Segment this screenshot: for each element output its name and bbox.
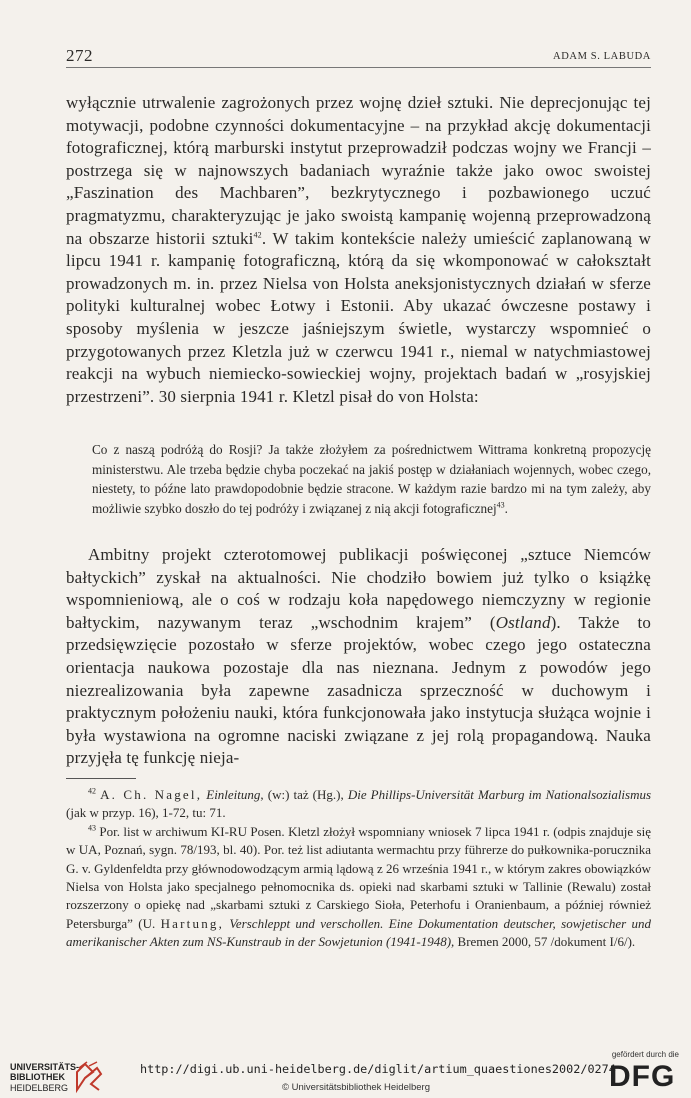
footnote-number: 43 xyxy=(88,823,96,833)
footnote-mid: , (w:) taż (Hg.), xyxy=(260,787,344,802)
paragraph-2-italic: Ostland xyxy=(495,612,551,632)
page-header xyxy=(66,46,651,68)
running-head: ADAM S. LABUDA xyxy=(553,51,651,62)
footnote-book-title: Die Phillips-Universität Marburg im Nationalsozialismus xyxy=(347,787,652,802)
dfg-logo[interactable] xyxy=(609,1050,679,1095)
footnote-43 xyxy=(66,823,651,952)
block-quote: Co z naszą podróżą do Rosji? Ja także złożyłem za pośrednictwem Wittrama konkretną propozycję ministerstwu. Ale trzeba będzie chyba poczekać na jakiś postęp w działaniach wojennych, wobec czego, niestety, to późne lato prawdopodobnie będzie stracone. W każdym razie bardzo mi na tym zależy, aby możliwie szybko doszło do tej podróży i związanej z nią akcji fotograficznej$^{43}$. xyxy=(92,442,651,516)
footnote-text: Por. list w archiwum KI-RU Posen. Kletzl złożył wspomniany wniosek 7 lipca 1941 r. (odpis znajduje się w UA, Poznań, sygn. 78/193, bl. 40). Por. też list adiutanta wermachtu przy führerze do pułkownika-porucznika G. v. Gyldenfeldta przy głównodowodzącym armią lądową z 26 września 1941 r., w którym zakres obowiązków Nielsa von Holsta jako specjalnego pełnomocnika ds. opieki nad skarbami sztuki w Tallinie (Rewalu) został rozszerzony o opiekę nad „skarbami sztuki z Carskiego Sioła, Peterhofu i Oranienbaum, a później również Petersburga” (U. xyxy=(66,823,652,931)
library-logo[interactable] xyxy=(10,1060,100,1098)
footnote-tail: Bremen 2000, 57 /dokument I/6/). xyxy=(457,934,636,950)
library-emblem-icon xyxy=(73,1060,105,1094)
copyright-notice: © Universitätsbibliothek Heidelberg xyxy=(282,1082,430,1093)
quote-text: Co z naszą podróżą do Rosji? Ja także złożyłem za pośrednictwem Wittrama konkretną propozycję ministerstwu. Ale trzeba będzie chyba poczekać na jakiś postęp w działaniach wojennych, wobec czego, niestety, to późne lato prawdopodobnie będzie stracone. W każdym razie bardzo mi na tym zależy, aby możliwie szybko doszło do tej podróży i związanej z nią akcji fotograficznej xyxy=(92,442,651,516)
dfg-wordmark: DFG xyxy=(609,1060,676,1093)
footnote-tail: (jak w przyp. 16), 1-72, tu: 71. xyxy=(66,805,226,821)
body-paragraph-2 xyxy=(66,544,651,770)
footnote-ref-43[interactable]: 43 xyxy=(496,500,505,510)
footnote-42 xyxy=(66,786,651,823)
footnote-title: Verschleppt und verschollen. Eine Dokumentation deutscher, sowjetischer und amerikanischer Akten zum NS-Kunstraub in der Sowjetunion (1941-1948), xyxy=(66,915,652,950)
paragraph-1-continued: . W takim kontekście należy umieścić zaplanowaną w lipcu 1941 r. kampanię fotograficzną, którą da się wkomponować w całokształt prowadzonych m. in. przez Nielsa von Holsta aneksjonistycznych działań w sferze polityki kulturalnej wobec Łotwy i Estonii. Aby ukazać ówczesne postawy i sposoby myślenia w jeszcze jaśniejszym świetle, wystarczy wspomnieć o przygotowanych przez Kletzla już w czerwcu 1941 r., niemal w natychmiastowej reakcji na wybuch niemiecko-sowieckiej wojny, projektach badań w „rosyjskiej przestrzeni”. 30 sierpnia 1941 r. Kletzl pisał do von Holsta: xyxy=(66,228,651,406)
footnote-number: 42 xyxy=(88,786,96,796)
footnote-title: Einleitung xyxy=(206,787,261,802)
body-paragraph-1 xyxy=(66,92,651,408)
library-name: UNIVERSITÄTS- BIBLIOTHEK HEIDELBERG xyxy=(10,1062,80,1093)
paragraph-1-text: wyłącznie utrwalenie zagrożonych przez wojnę dzieł sztuki. Nie deprecjonując tej motywacji, podobne czynności dokumentacyjne – na przykład akcję dokumentacji fotograficznej, którą marburski instytut przeprowadził podczas wojny we Francji – postrzega się w najnowszych badaniach wyraźnie także jako owoc swoistej „Faszination des Machbaren”, bezkrytycznego i pozbawionego uczuć pragmatyzmu, charakteryzując je jako swoistą kampanię wojenną przeprowadzoną na obszarze historii sztuki xyxy=(66,93,651,248)
footnote-ref-42[interactable]: 42 xyxy=(253,229,262,239)
footnotes xyxy=(66,786,651,952)
footnote-author: Hartung, xyxy=(160,915,225,931)
funder-caption: gefördert durch die xyxy=(611,1050,679,1059)
paragraph-2-continued: ). Także to przedsięwzięcie pozostało w sferze projektów, wobec czego jego ostateczna orientacja naukowa pozostaje dla nas nieznana. Jednym z powodów jego niezrealizowania była zapewne zasadnicza sprzeczność w duchowym i praktycznym położeniu nauki, która funkcjonowała jako instytucja służąca wojnie i była wystawiona na ogromne naciski związane z jej rolą propagandową. Nauka przyjęła tę funkcję nieja- xyxy=(66,612,651,768)
source-url-link[interactable]: http://digi.ub.uni-heidelberg.de/diglit/artium_quaestiones2002/0274 xyxy=(140,1062,616,1076)
footnote-author: A. Ch. Nagel, xyxy=(100,787,203,802)
header-rule xyxy=(66,67,651,68)
page-footer xyxy=(0,1050,691,1098)
page-number: 272 xyxy=(66,46,93,65)
paragraph-2-text: Ambitny projekt czterotomowej publikacji poświęconej „sztuce Niemców bałtyckich” zyskał na aktualności. Nie chodziło bowiem już tylko o książkę wspomnieniową, ale o coś w rodzaju koła napędowego niemczyzny w regionie bałtyckim, nazywanym teraz „wschodnim krajem” ( xyxy=(66,545,651,632)
footnote-rule xyxy=(66,778,136,779)
